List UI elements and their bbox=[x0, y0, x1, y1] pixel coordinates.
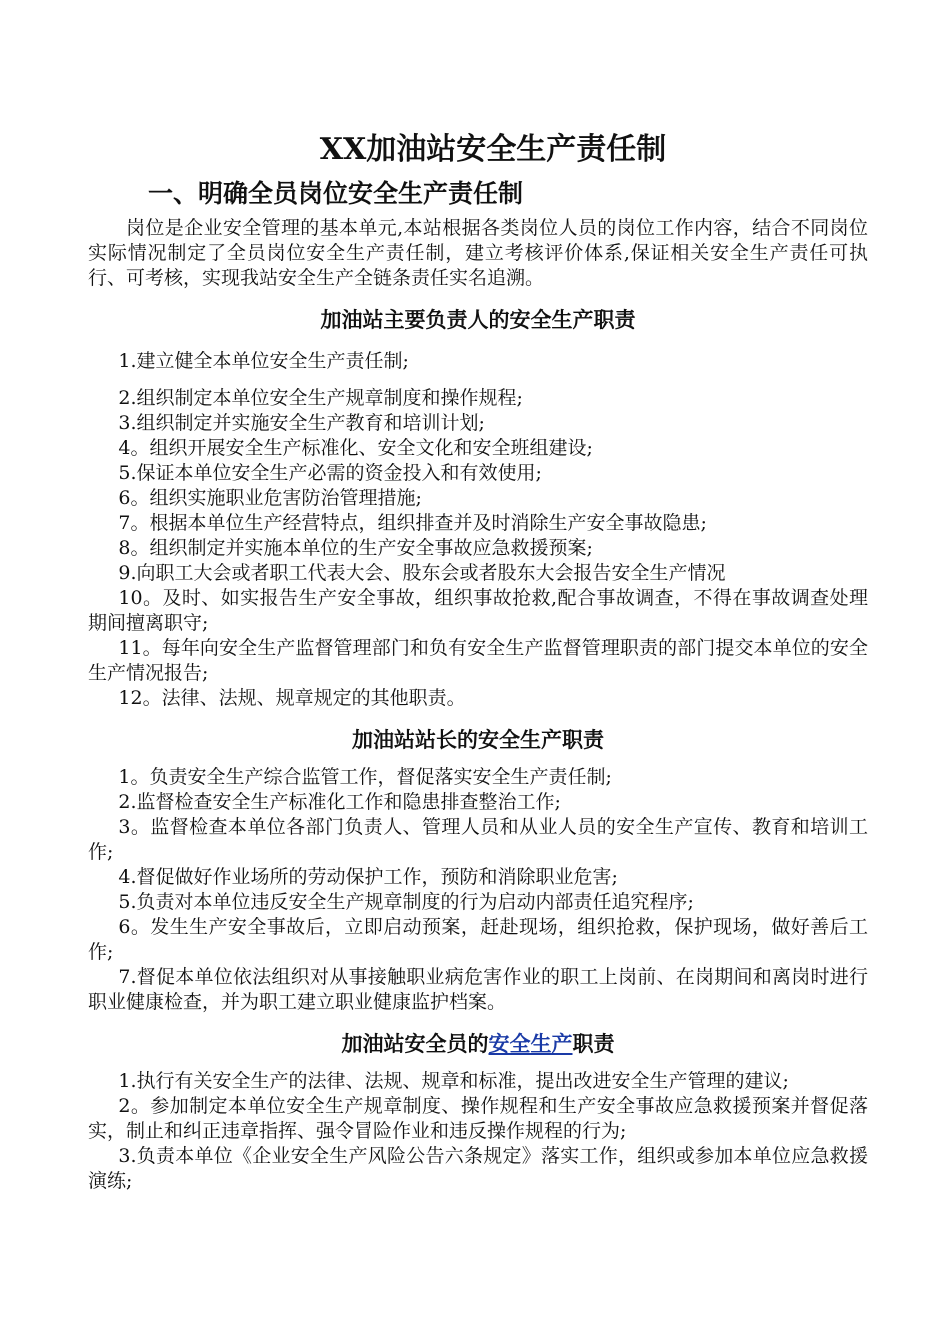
safety-production-link[interactable]: 安全生产 bbox=[488, 1031, 573, 1056]
heading-station-manager-duties: 加油站站长的安全生产职责 bbox=[352, 727, 604, 752]
list-item: 7.督促本单位依法组织对从事接触职业病危害作业的职工上岗前、在岗期间和离岗时进行职业健康检查，并为职工建立职业健康监护档案。 bbox=[88, 966, 868, 1013]
list-item: 4。组织开展安全生产标准化、安全文化和安全班组建设; bbox=[118, 437, 593, 459]
list-item: 1。负责安全生产综合监管工作，督促落实安全生产责任制; bbox=[118, 766, 612, 788]
list-item: 2.组织制定本单位安全生产规章制度和操作规程; bbox=[118, 387, 523, 409]
list-item: 5.保证本单位安全生产必需的资金投入和有效使用; bbox=[118, 462, 542, 484]
document-page bbox=[88, 128, 868, 1194]
list-item: 12。法律、法规、规章规定的其他职责。 bbox=[118, 687, 466, 709]
intro-paragraph: 岗位是企业安全管理的基本单元,本站根据各类岗位人员的岗位工作内容，结合不同岗位实际情况制定了全员岗位安全生产责任制，建立考核评价体系,保证相关安全生产责任可执行、可考核，实现我站安全生产全链条责任实名追溯。 bbox=[88, 217, 868, 289]
list-item: 10。及时、如实报告生产安全事故，组织事故抢救,配合事故调查，不得在事故调查处理期间擅离职守; bbox=[88, 587, 868, 634]
list-item: 3.组织制定并实施安全生产教育和培训计划; bbox=[118, 412, 485, 434]
list-item: 7。根据本单位生产经营特点，组织排查并及时消除生产安全事故隐患; bbox=[118, 512, 707, 534]
list-item: 1.建立健全本单位安全生产责任制; bbox=[118, 350, 409, 372]
station-manager-duties-list bbox=[88, 765, 868, 1015]
list-item: 6。组织实施职业危害防治管理措施; bbox=[118, 487, 422, 509]
list-item: 5.负责对本单位违反安全生产规章制度的行为启动内部责任追究程序; bbox=[118, 891, 694, 913]
list-item: 2。参加制定本单位安全生产规章制度、操作规程和生产安全事故应急救援预案并督促落实，制止和纠正违章指挥、强令冒险作业和违反操作规程的行为; bbox=[88, 1095, 868, 1142]
principal-duties-list bbox=[88, 349, 868, 711]
list-item: 6。发生生产安全事故后，立即启动预案，赶赴现场，组织抢救，保护现场，做好善后工作; bbox=[88, 916, 868, 963]
list-item: 11。每年向安全生产监督管理部门和负有安全生产监督管理职责的部门提交本单位的安全生产情况报告; bbox=[88, 637, 868, 684]
list-item: 4.督促做好作业场所的劳动保护工作，预防和消除职业危害; bbox=[118, 866, 618, 888]
list-item: 9.向职工大会或者职工代表大会、股东会或者股东大会报告安全生产情况 bbox=[118, 562, 726, 584]
list-item: 3.负责本单位《企业安全生产风险公告六条规定》落实工作，组织或参加本单位应急救援演练; bbox=[88, 1145, 868, 1192]
list-item: 1.执行有关安全生产的法律、法规、规章和标准，提出改进安全生产管理的建议; bbox=[118, 1070, 789, 1092]
list-item: 2.监督检查安全生产标准化工作和隐患排查整治工作; bbox=[118, 791, 561, 813]
list-item: 8。组织制定并实施本单位的生产安全事故应急救援预案; bbox=[118, 537, 593, 559]
safety-officer-duties-list bbox=[88, 1069, 868, 1194]
document-title: XX加油站安全生产责任制 bbox=[319, 132, 667, 167]
heading-suffix: 职责 bbox=[572, 1031, 615, 1056]
list-item: 3。监督检查本单位各部门负责人、管理人员和从业人员的安全生产宣传、教育和培训工作; bbox=[88, 816, 868, 863]
heading-principal-duties: 加油站主要负责人的安全生产职责 bbox=[320, 307, 636, 332]
section-heading-1: 一、明确全员岗位安全生产责任制 bbox=[148, 179, 524, 208]
heading-safety-officer-duties bbox=[88, 1029, 868, 1059]
heading-prefix: 加油站安全员的 bbox=[341, 1031, 489, 1056]
